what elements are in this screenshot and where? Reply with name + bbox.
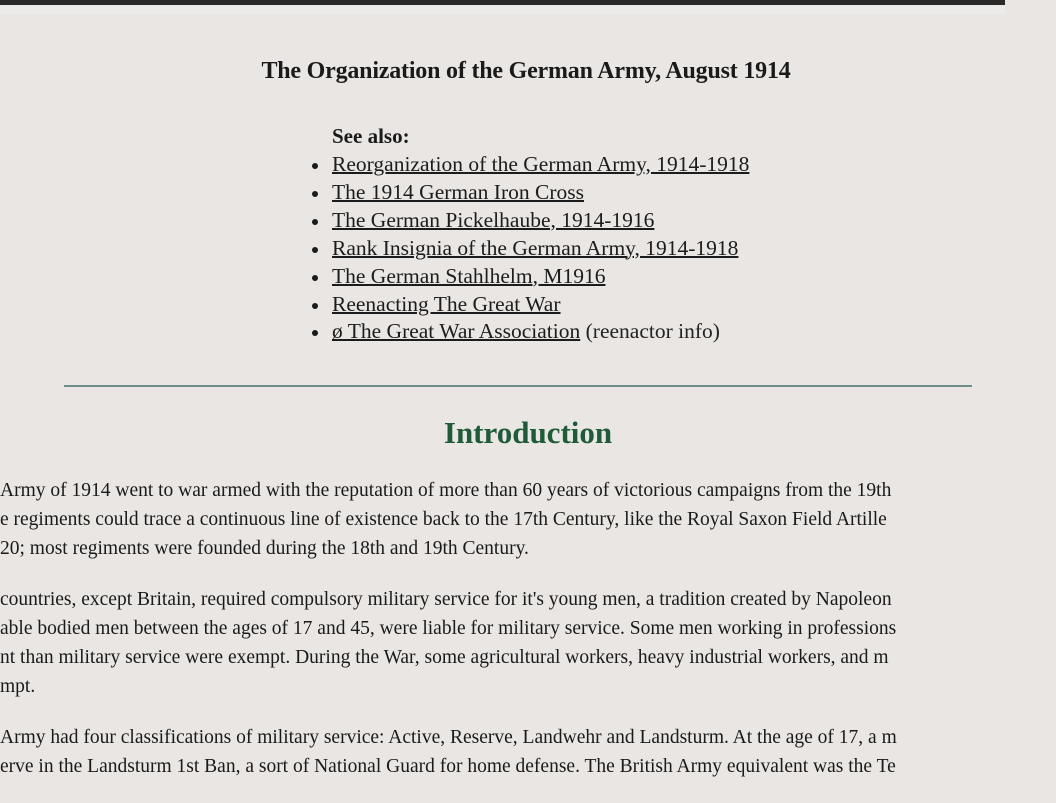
list-item bbox=[306, 235, 866, 263]
paragraph bbox=[0, 585, 1005, 701]
link-reorganization[interactable]: Reorganization of the German Army, 1914-1918 bbox=[332, 152, 750, 176]
text-line: countries, except Britain, required compulsory military service for it's young men, a tradition created by Napoleon bbox=[0, 589, 892, 610]
text-line: mpt. bbox=[0, 676, 36, 697]
link-pickelhaube[interactable]: The German Pickelhaube, 1914-1916 bbox=[332, 207, 655, 232]
link-great-war-association[interactable]: ø The Great War Association bbox=[332, 319, 581, 344]
paragraph bbox=[0, 723, 1005, 781]
link-reenacting[interactable]: Reenacting The Great War bbox=[332, 291, 561, 316]
introduction-body bbox=[0, 476, 1005, 803]
text-line: erve in the Landsturm 1st Ban, a sort of National Guard for home defense. The British Army equivalent was the Te bbox=[0, 756, 896, 777]
text-line: able bodied men between the ages of 17 and 45, were liable for military service. Some men working in professions bbox=[0, 618, 897, 639]
paragraph bbox=[0, 476, 1005, 563]
text-line: 20; most regiments were founded during the 18th and 19th Century. bbox=[0, 538, 529, 559]
see-also-section bbox=[306, 124, 866, 346]
see-also-heading: See also: bbox=[332, 124, 410, 148]
text-line: Army of 1914 went to war armed with the reputation of more than 60 years of victorious campaigns from the 19th bbox=[0, 480, 892, 501]
link-stahlhelm[interactable]: The German Stahlhelm, M1916 bbox=[332, 263, 606, 288]
list-item bbox=[306, 207, 866, 235]
page-title: The Organization of the German Army, August 1914 bbox=[261, 58, 791, 84]
window-top-edge bbox=[0, 0, 1005, 14]
introduction-heading: Introduction bbox=[443, 415, 613, 450]
text-line: e regiments could trace a continuous line of existence back to the 17th Century, like the Royal Saxon Field Artille bbox=[0, 509, 887, 530]
text-line: nt than military service were exempt. During the War, some agricultural workers, heavy industrial workers, and m bbox=[0, 647, 889, 668]
list-item bbox=[306, 263, 866, 291]
link-iron-cross[interactable]: The 1914 German Iron Cross bbox=[332, 179, 584, 204]
list-item bbox=[306, 179, 866, 207]
horizontal-divider bbox=[64, 385, 972, 387]
list-item bbox=[306, 318, 866, 346]
see-also-list bbox=[306, 151, 866, 346]
text-line: Army had four classifications of military service: Active, Reserve, Landwehr and Landsturm. At the age of 17, a m bbox=[0, 727, 897, 748]
list-item bbox=[306, 151, 866, 179]
list-item bbox=[306, 291, 866, 319]
link-note: (reenactor info) bbox=[580, 319, 720, 344]
link-rank-insignia[interactable]: Rank Insignia of the German Army, 1914-1918 bbox=[332, 235, 739, 260]
